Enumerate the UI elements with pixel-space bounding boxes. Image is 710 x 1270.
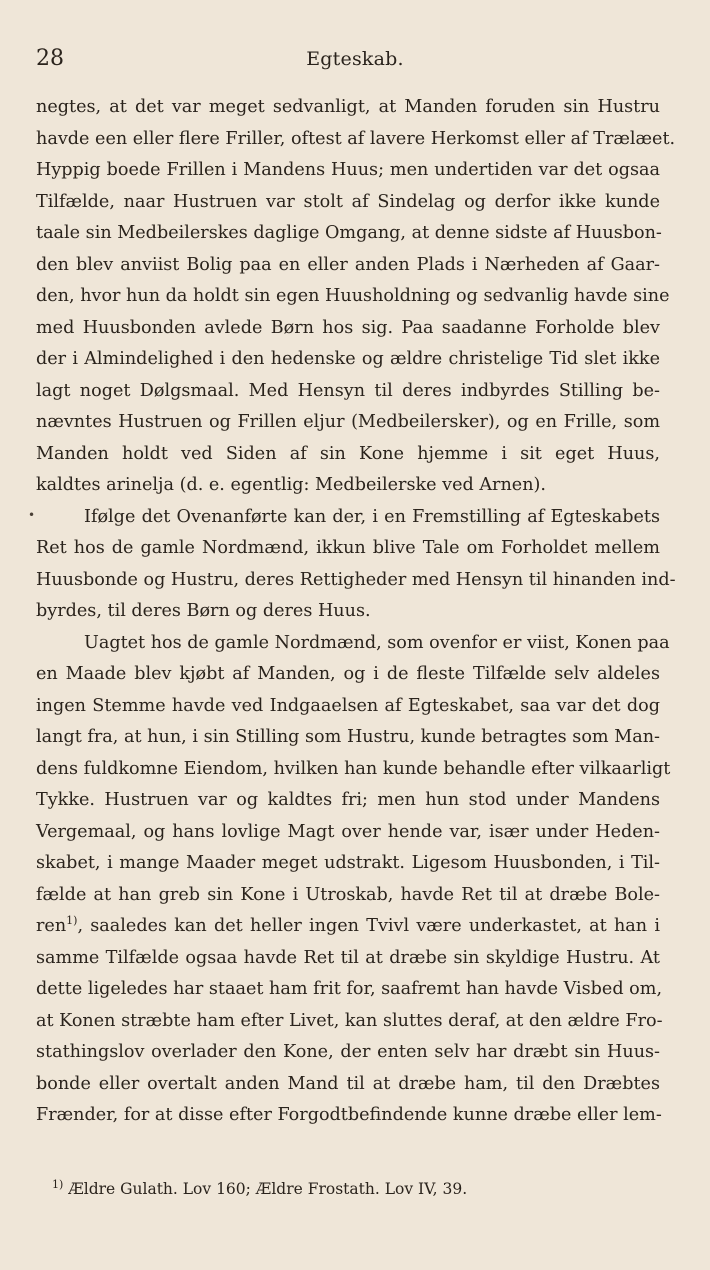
footnote-text: Ældre Gulath. Lov 160; Ældre Frostath. Lov IV, 39. <box>68 1180 468 1198</box>
body-text <box>36 92 676 1132</box>
text-line: samme Tilfælde ogsaa havde Ret til at dræbe sin skyldige Hustru. At <box>36 947 660 968</box>
text-line: stathingslov overlader den Kone, der enten selv har dræbt sin Huus- <box>36 1042 660 1062</box>
running-head <box>36 46 674 76</box>
text-line: at Konen stræbte ham efter Livet, kan sluttes deraf, at den ældre Fro- <box>36 1010 663 1031</box>
page-number: 28 <box>36 46 64 71</box>
text-line: negtes, at det var meget sedvanligt, at Manden foruden sin Hustru <box>36 97 660 117</box>
text-line: havde een eller flere Friller, oftest af lavere Herkomst eller af Trælæet. <box>36 128 676 149</box>
text-line: nævntes Hustruen og Frillen eljur (Medbeilersker), og en Frille, som <box>36 412 660 432</box>
text-line: bonde eller overtalt anden Mand til at dræbe ham, til den Dræbtes <box>36 1073 660 1094</box>
text-line: den, hvor hun da holdt sin egen Huusholdning og sedvanlig havde sine <box>36 286 670 306</box>
text-line: Huusbonde og Hustru, deres Rettigheder med Hensyn til hinanden ind- <box>36 569 676 590</box>
text-line: den blev anviist Bolig paa en eller anden Plads i Nærheden af Gaar- <box>36 254 660 275</box>
footnote-reference: 1) <box>66 914 78 928</box>
text-line-with-footnote <box>36 911 660 943</box>
text-line: Ifølge det Ovenanførte kan der, i en Fremstilling af Egteskabets <box>84 506 660 527</box>
text-line: Tykke. Hustruen var og kaldtes fri; men hun stod under Mandens <box>36 790 660 810</box>
text-line: Ret hos de gamle Nordmænd, ikkun blive Tale om Forholdet mellem <box>36 538 660 558</box>
text-line: Uagtet hos de gamle Nordmænd, som ovenfor er viist, Konen paa <box>84 632 670 653</box>
text-line: lagt noget Dølgsmaal. Med Hensyn til deres indbyrdes Stilling be- <box>36 380 660 401</box>
stray-mark: • <box>28 508 36 522</box>
text-line: en Maade blev kjøbt af Manden, og i de fleste Tilfælde selv aldeles <box>36 664 660 684</box>
text-line: Manden holdt ved Siden af sin Kone hjemme i sit eget Huus, <box>36 443 660 464</box>
text-line: Frænder, for at disse efter Forgodtbefindende kunne dræbe eller lem- <box>36 1105 662 1125</box>
text-line: taale sin Medbeilerskes daglige Omgang, at denne sidste af Huusbon- <box>36 223 662 243</box>
running-title: Egteskab. <box>306 48 404 70</box>
text-line: der i Almindelighed i den hedenske og ældre christelige Tid slet ikke <box>36 349 660 369</box>
text-line: ren$^{1)}$, saaledes kan det heller ingen Tvivl være underkastet, at han i <box>36 914 660 936</box>
text-line: Tilfælde, naar Hustruen var stolt af Sindelag og derfor ikke kunde <box>36 191 660 212</box>
text-line: ingen Stemme havde ved Indgaaelsen af Egteskabet, saa var det dog <box>36 695 660 716</box>
text-line: skabet, i mange Maader meget udstrakt. Ligesom Huusbonden, i Til- <box>36 853 660 873</box>
text-line: dette ligeledes har staaet ham frit for, saafremt han havde Visbed om, <box>36 979 663 999</box>
footnote <box>52 1177 468 1198</box>
text-line: Hyppig boede Frillen i Mandens Huus; men undertiden var det ogsaa <box>36 160 660 180</box>
text-line: dens fuldkomne Eiendom, hvilken han kunde behandle efter vilkaarligt <box>36 758 671 779</box>
text-line: langt fra, at hun, i sin Stilling som Hustru, kunde betragtes som Man- <box>36 727 660 747</box>
text-line: Vergemaal, og hans lovlige Magt over hende var, især under Heden- <box>36 821 660 842</box>
text-line: byrdes, til deres Børn og deres Huus. <box>36 601 371 621</box>
text-line: kaldtes arinelja (d. e. egentlig: Medbeilerske ved Arnen). <box>36 475 546 495</box>
text-line: med Huusbonden avlede Børn hos sig. Paa saadanne Forholde blev <box>36 317 660 338</box>
footnote-marker: 1) <box>52 1177 64 1191</box>
text-line: fælde at han greb sin Kone i Utroskab, havde Ret til at dræbe Bole- <box>36 884 660 905</box>
